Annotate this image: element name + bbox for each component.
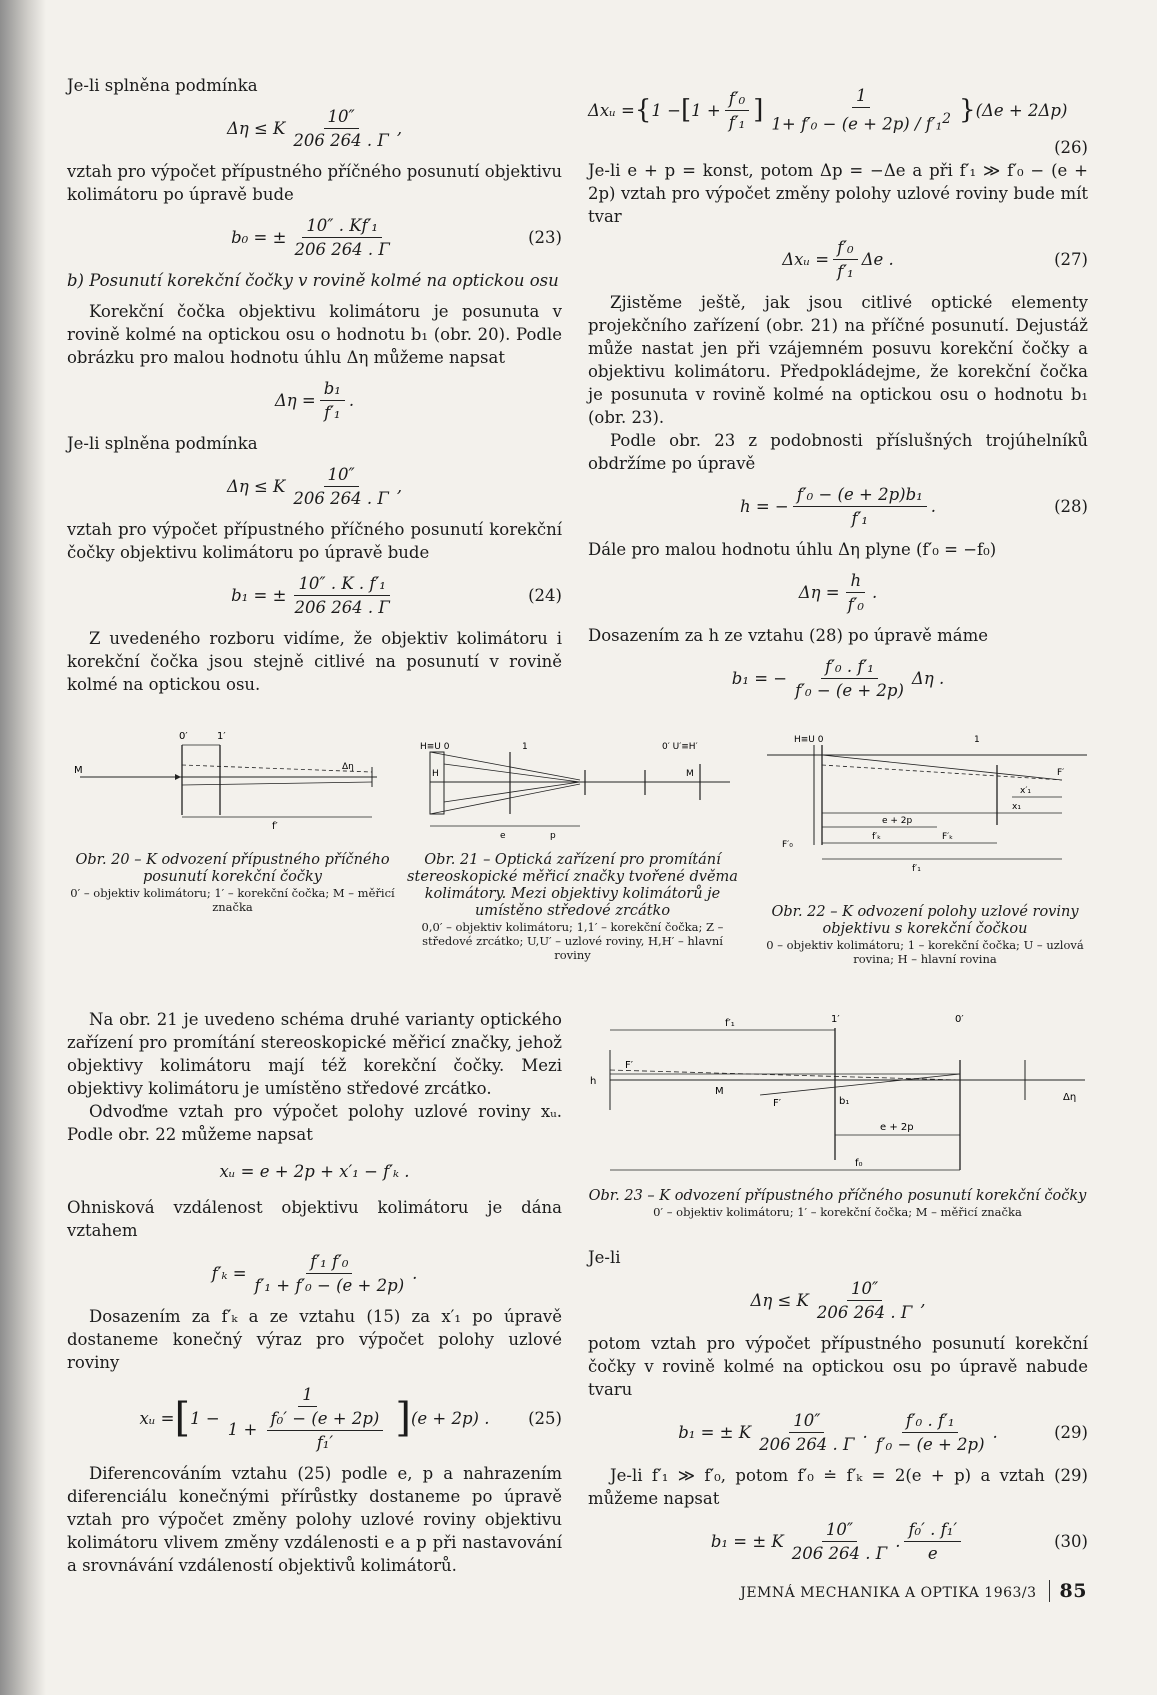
figure-22-diagram (762, 735, 1092, 875)
label-1-prime: 1′ (831, 1014, 840, 1025)
equation-number: (28) (1054, 497, 1088, 516)
label-0-prime: 0′ (955, 1014, 964, 1025)
equation: Δη ≤ K $\frac{10''}{206 264 . \Gamma}$ , (226, 465, 403, 508)
paragraph: Je-li splněna podmínka (67, 76, 258, 95)
label-delta-eta: Δη (1063, 1092, 1077, 1103)
paragraph: Dosazením za h ze vztahu (28) po úpravě máme (588, 626, 989, 645)
journal-name: JEMNÁ MECHANIKA A OPTIKA 1963/3 (740, 1585, 1037, 1601)
label-M: M (74, 765, 83, 776)
label-1: 1 (974, 735, 980, 745)
label-delta-eta: Δη (342, 762, 354, 772)
label-e-2p: e + 2p (882, 816, 913, 826)
label-fk-prime: f′ₖ (872, 832, 882, 842)
label-H: H (432, 769, 439, 779)
label-F0-prime: F′₀ (782, 840, 793, 850)
paragraph: Dosazením za f′ₖ a ze vztahu (15) za x′₁ po úpravě dostaneme konečný výraz pro výpočet polohy uzlové roviny (67, 1307, 562, 1372)
equation-28: h = − $\frac{\text{f′₀ − (e + 2p)b₁}}{\text{f′₁}}$ . (28) (739, 485, 1088, 528)
equation-24: b₁ = ± $\frac{\text{10″ . K . f′₁}}{206 264 . \Gamma}$ (24) (231, 574, 562, 617)
figure-20-diagram (72, 725, 392, 835)
left-column (67, 74, 562, 696)
label-e: e (500, 831, 506, 840)
label-F-prime: F′ (1057, 768, 1065, 778)
label-f1-prime: f′₁ (725, 1018, 735, 1029)
equation-number: (27) (1054, 250, 1088, 269)
label-e-2p: e + 2p (880, 1122, 914, 1133)
equation-number: (29) (1054, 1423, 1088, 1442)
equation-26: Δxᵤ = { 1 − [ 1 + $\frac{\text{f′₀}}{\text{f′₁}}$ ] $\frac{1}{1+ f'_0 - (e + 2p) / f'_1^2}$ } (Δe + 2Δp) (588, 86, 1068, 134)
label-b1: b₁ (839, 1096, 850, 1107)
page-footer (740, 1580, 1087, 1602)
equation-number: (30) (1054, 1532, 1088, 1551)
paragraph: Je-li f′₁ ≫ f′₀, potom f′₀ ≐ f′ₖ = 2(e + p) a vztah (29) můžeme napsat (588, 1466, 1088, 1508)
paragraph: Diferencováním vztahu (25) podle e, p a nahrazením diferenciálu konečnými přírůstky dostaneme po úpravě vztah pro výpočet změny polohy uzlové roviny objektivu kolimátoru vlivem změny vzdálenosti e a p při nastavování a srovnávání vzdáleností objektivů kolimátorů. (67, 1464, 562, 1575)
label-f: f′ (272, 821, 278, 832)
label-x-prime-1: x′₁ (1020, 786, 1031, 796)
paragraph: vztah pro výpočet přípustného příčného posunutí korekční čočky objektivu kolimátoru po úpravě bude (67, 520, 562, 562)
equation-25: xᵤ = [ 1 − 1 1 + $\frac{\text{f₀′ − (e + 2p)}}{\text{f₁′}}$ ] (e + 2p) . (25) (139, 1384, 562, 1452)
label-f0: f₀ (855, 1158, 863, 1169)
label-0: 0′ (179, 731, 188, 742)
equation-number: (24) (528, 586, 562, 605)
label-F-prime: F′ (625, 1060, 634, 1071)
page-edge-shadow (0, 0, 46, 1695)
paragraph: Dále pro malou hodnotu úhlu Δη plyne (f′₀ = −f₀) (588, 540, 997, 559)
equation: f′ₖ = $\frac{\text{f′₁ f′₀}}{\text{f′₁ + f′₀ − (e + 2p)}}$ . (211, 1252, 418, 1295)
paragraph: Je-li (588, 1248, 621, 1267)
paragraph: Odvoďme vztah pro výpočet polohy uzlové roviny xᵤ. Podle obr. 22 můžeme napsat (67, 1102, 562, 1144)
paragraph: Podle obr. 23 z podobnosti příslušných trojúhelníků obdržíme po úpravě (588, 431, 1088, 473)
figure-22-caption: Obr. 22 – K odvození polohy uzlové roviny objektivu s korekční čočkou 0 – objektiv kolimátoru; 1 – korekční čočka; U – uzlová rovina; H – hlavní rovina (766, 904, 1084, 966)
label-h: h (590, 1076, 597, 1087)
label-f1-prime: f′₁ (912, 864, 921, 874)
equation: b₁ = − $\frac{\text{f′₀ . f′₁}}{\text{f′₀ − (e + 2p)}}$ Δη . (731, 657, 945, 700)
paragraph: potom vztah pro výpočet přípustného posunutí korekční čočky v rovině kolmé na optickou osu po úpravě nabude tvaru (588, 1334, 1088, 1399)
label-x1: x₁ (1012, 802, 1021, 812)
label-F-prime-2: F′ (773, 1098, 782, 1109)
paragraph: Ohnisková vzdálenost objektivu kolimátoru je dána vztahem (67, 1198, 562, 1240)
label-1: 1′ (217, 731, 226, 742)
equation: Δη = $\frac{h}{\text{f′₀}}$ . (798, 571, 878, 614)
label-H-U-0: H≡U 0 (420, 742, 450, 752)
equation-number: (23) (528, 228, 562, 247)
label-1: 1 (522, 742, 528, 752)
paragraph: Z uvedeného rozboru vidíme, že objektiv kolimátoru i korekční čočka jsou stejně citlivé na posunutí v rovině kolmé na optickou osu. (67, 629, 562, 694)
paragraph: vztah pro výpočet přípustného příčného posunutí objektivu kolimátoru po úpravě bude (67, 162, 562, 204)
label-Fk-prime: F′ₖ (942, 832, 954, 842)
figure-23-diagram (585, 1010, 1090, 1180)
label-p: p (550, 831, 556, 840)
equation-23: b₀ = ± $\frac{\text{10″ . Kf′₁}}{206 264 . \Gamma}$ (23) (231, 216, 562, 259)
figure-20-caption: Obr. 20 – K odvození přípustného příčného posunutí korekční čočky 0′ – objektiv kolimátoru; 1′ – korekční čočka; M – měřicí značka (70, 852, 395, 914)
page-number: 85 (1049, 1580, 1087, 1602)
label-M: M (686, 769, 694, 779)
equation: xᵤ = e + 2p + x′₁ − f′ₖ . (219, 1161, 410, 1181)
equation: Δη = $\frac{\text{b₁}}{\text{f′₁}}$ . (274, 379, 355, 422)
label-H-U-0: H≡U 0 (794, 735, 824, 745)
paragraph: Je-li splněna podmínka (67, 434, 258, 453)
paragraph: Je-li e + p = konst, potom Δp = −Δe a při f′₁ ≫ f′₀ − (e + 2p) vztah pro výpočet změny polohy uzlové roviny bude mít tvar (588, 161, 1088, 226)
equation-number: (25) (528, 1408, 562, 1428)
equation-29: b₁ = ± K $\frac{10''}{206 264 . \Gamma}$ . $\frac{\text{f′₀ . f′₁}}{\text{f′₀ − (e + 2p)}}$ . (29) (678, 1411, 1088, 1454)
right-column-lower (588, 1246, 1088, 1573)
figure-21-caption: Obr. 21 – Optická zařízení pro promítání stereoskopické měřicí značky tvořené dvěma kolimátory. Mezi objektivy kolimátorů je umístěno středové zrcátko 0,0′ – objektiv kolimátoru; 1,1′ – korekční čočka; Z – středové zrcátko; U,U′ – uzlové roviny, H,H′ – hlavní roviny (407, 852, 738, 962)
equation-27: Δxᵤ = $\frac{\text{f′₀}}{\text{f′₁}}$ Δe . (27) (782, 238, 1088, 281)
equation: Δη ≤ K $\frac{10''}{206 264 . \Gamma}$ , (750, 1279, 926, 1322)
left-column-lower (67, 1008, 562, 1577)
label-0-prime: 0′ U′≡H′ (662, 742, 698, 752)
equation-30: b₁ = ± K $\frac{10''}{206 264 . \Gamma}$ . $\frac{\text{f₀′ . f₁′}}{e}$ (30) (710, 1520, 1088, 1563)
section-heading: b) Posunutí korekční čočky v rovině kolmé na optickou osu (67, 271, 559, 290)
equation-number: (26) (1054, 138, 1088, 157)
paragraph: Zjistěme ještě, jak jsou citlivé optické elementy projekčního zařízení (obr. 21) na příčné posunutí. Dejustáž může nastat jen při vzájemném posuvu korekční čočky a objektivu kolimátoru. Předpokládejme, že korekční čočka je posunuta v rovině kolmé na optickou osu o hodnotu b₁ (obr. 23). (588, 293, 1088, 427)
right-column (588, 74, 1088, 710)
equation: Δη ≤ K $\frac{10''}{206 264 . \Gamma}$ , (226, 107, 403, 150)
label-M: M (715, 1086, 724, 1097)
paragraph: Korekční čočka objektivu kolimátoru je posunuta v rovině kolmé na optickou osu o hodnotu b₁ (obr. 20). Podle obrázku pro malou hodnotu úhlu Δη můžeme napsat (67, 302, 562, 367)
figure-23-caption: Obr. 23 – K odvození přípustného příčného posunutí korekční čočky 0′ – objektiv kolimátoru; 1′ – korekční čočka; M – měřicí značka (588, 1188, 1087, 1219)
paragraph: Na obr. 21 je uvedeno schéma druhé varianty optického zařízení pro promítání stereoskopické měřicí značky, jehož objektivy kolimátoru mají též korekční čočky. Mezi objektivy kolimátoru je umístěno středové zrcátko. (67, 1010, 562, 1098)
figure-21-diagram (400, 740, 735, 840)
